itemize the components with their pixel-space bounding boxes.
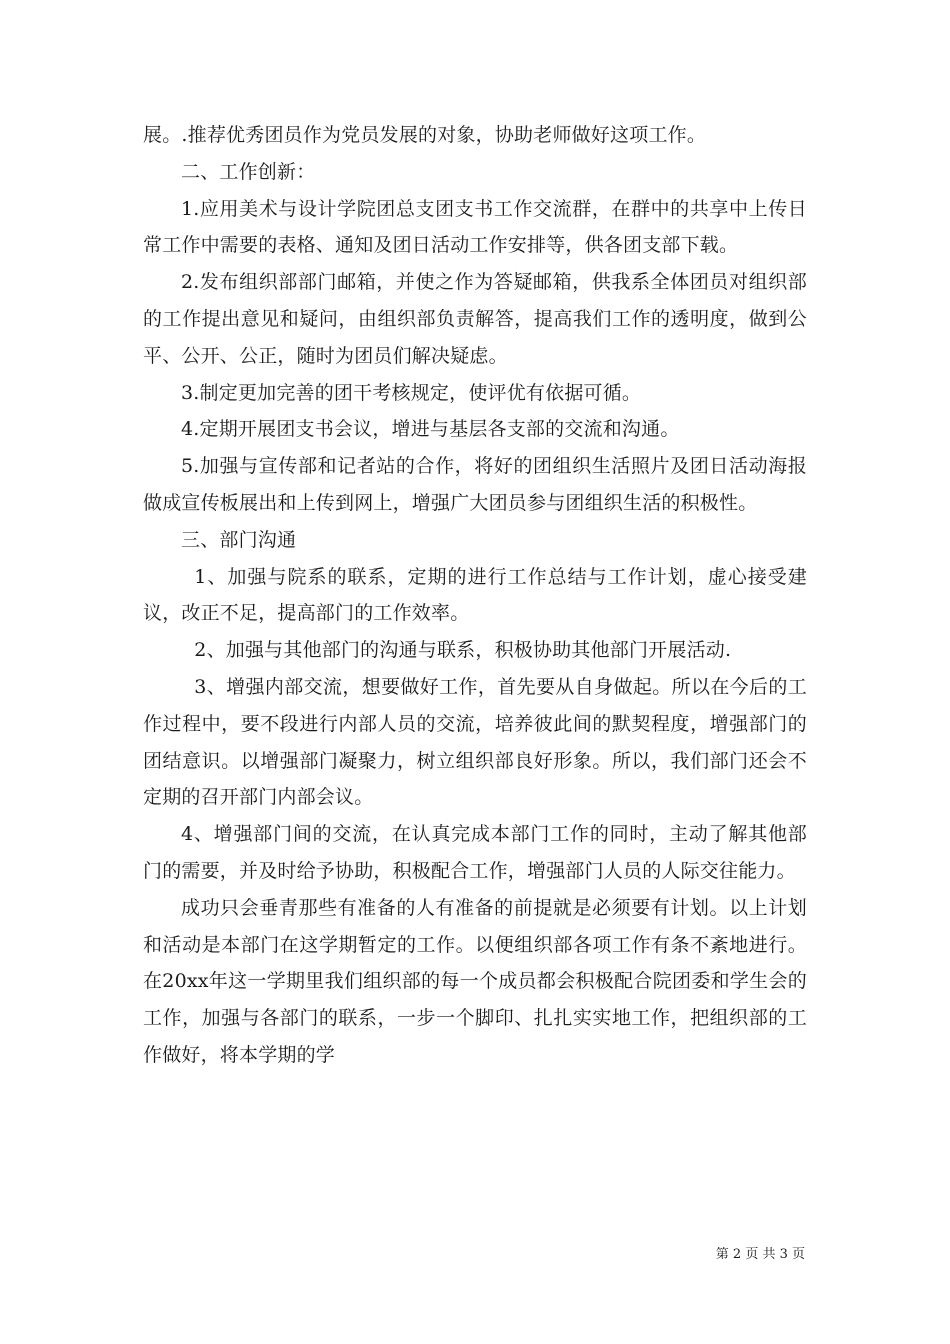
- paragraph-communication-2: 2、加强与其他部门的沟通与联系，积极协助其他部门开展活动.: [194, 639, 732, 662]
- paragraph-conclusion: 成功只会垂青那些有准备的人有准备的前提就是必须要有计划。以上计划和活动是本部门在这学期暂定的工作。以便组织部各项工作有条不紊地进行。在20xx年这一学期里我们组织部的每一个成员都会积极配合院团委和学生会的工作，加强与各部门的联系，一步一个脚印、扎扎实实地工作，把组织部的工作做好，将本学期的学: [143, 896, 807, 1066]
- paragraph-innovation-1: 1.应用美术与设计学院团总支团支书工作交流群，在群中的共享中上传日常工作中需要的表格、通知及团日活动工作安排等，供各团支部下载。: [143, 197, 807, 257]
- heading-work-innovation: 二、工作创新：: [181, 160, 316, 183]
- paragraph-communication-3: 3、增强内部交流，想要做好工作，首先要从自身做起。所以在今后的工作过程中，要不段进行内部人员的交流，培养彼此间的默契程度，增强部门的团结意识。以增强部门凝聚力，树立组织部良好形象。所以，我们部门还会不定期的召开部门内部会议。: [143, 675, 807, 809]
- page-number: 第 2 页 共 3 页: [715, 1247, 805, 1262]
- paragraph-innovation-2: 2.发布组织部部门邮箱，并使之作为答疑邮箱，供我系全体团员对组织部的工作提出意见和疑问，由组织部负责解答，提高我们工作的透明度，做到公平、公开、公正，随时为团员们解决疑虑。: [143, 271, 807, 367]
- paragraph-innovation-3: 3.制定更加完善的团干考核规定，使评优有依据可循。: [181, 381, 642, 404]
- paragraph-communication-4: 4、增强部门间的交流，在认真完成本部门工作的同时，主动了解其他部门的需要，并及时给予协助，积极配合工作，增强部门人员的人际交往能力。: [143, 823, 807, 882]
- heading-department-communication: 三、部门沟通: [181, 528, 297, 551]
- document-body: [143, 117, 807, 1074]
- paragraph-intro: 展。.推荐优秀团员作为党员发展的对象，协助老师做好这项工作。: [143, 124, 707, 146]
- paragraph-communication-1: 1、加强与院系的联系，定期的进行工作总结与工作计划，虚心接受建议，改正不足，提高部门的工作效率。: [143, 565, 807, 625]
- paragraph-innovation-4: 4.定期开展团支书会议，增进与基层各支部的交流和沟通。: [181, 418, 680, 441]
- paragraph-innovation-5: 5.加强与宣传部和记者站的合作，将好的团组织生活照片及团日活动海报做成宣传板展出和上传到网上，增强广大团员参与团组织生活的积极性。: [143, 455, 807, 514]
